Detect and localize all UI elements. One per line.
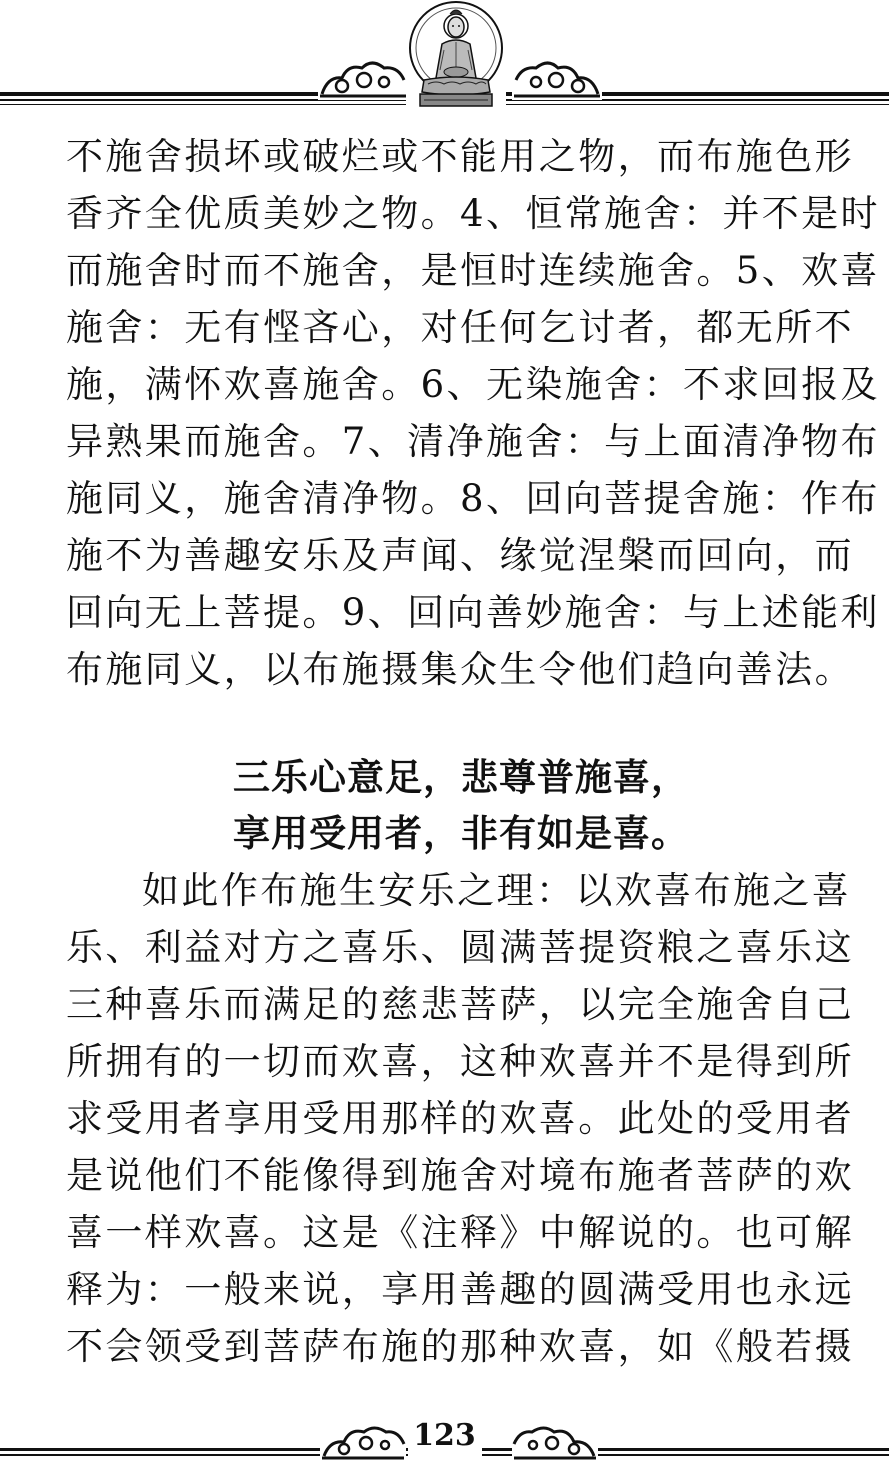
text-line: 布施同义，以布施摄集众生令他们趋向善法。: [66, 648, 854, 691]
text-line: 回向无上菩提。9、回向善妙施舍：与上述能利: [66, 591, 880, 634]
commentary-paragraph: [66, 862, 856, 1375]
text-line: 求受用者享用受用那样的欢喜。此处的受用者: [66, 1097, 854, 1140]
verse-line: 享用受用者，非有如是喜。: [233, 812, 689, 855]
text-line: 施不为善趣安乐及声闻、缘觉涅槃而回向，而: [66, 534, 854, 577]
cloud-scroll-right-icon: [512, 56, 602, 100]
text-line: 施，满怀欢喜施舍。6、无染施舍：不求回报及: [66, 363, 880, 406]
text-line: 喜一样欢喜。这是《注释》中解说的。也可解: [66, 1211, 854, 1254]
text-line: 是说他们不能像得到施舍对境布施者菩萨的欢: [66, 1154, 854, 1197]
text-line: 而施舍时而不施舍，是恒时连续施舍。5、欢喜: [66, 249, 880, 292]
text-line: 乐、利益对方之喜乐、圆满菩提资粮之喜乐这: [66, 926, 854, 969]
text-line: 释为：一般来说，享用善趣的圆满受用也永远: [66, 1268, 854, 1311]
page-body: [66, 128, 880, 1375]
cloud-scroll-left-icon: [318, 56, 408, 100]
text-line: 施舍：无有悭吝心，对任何乞讨者，都无所不: [66, 306, 854, 349]
text-line: 不会领受到菩萨布施的那种欢喜，如《般若摄: [66, 1325, 854, 1368]
text-line: 如此作布施生安乐之理：以欢喜布施之喜: [142, 869, 852, 912]
page-header: [0, 0, 889, 112]
paragraph-continuation: [66, 128, 880, 698]
text-line: 施同义，施舍清净物。8、回向菩提舍施：作布: [66, 477, 880, 520]
text-line: 不施舍损坏或破烂或不能用之物，而布施色形: [66, 135, 854, 178]
verse-line: 三乐心意足，悲尊普施喜，: [233, 756, 689, 799]
page-number: 123: [413, 1418, 476, 1453]
section-spacer: [66, 698, 856, 750]
text-line: 异熟果而施舍。7、清净施舍：与上面清净物布: [66, 420, 880, 463]
page-footer: [0, 1410, 889, 1467]
text-line: 香齐全优质美妙之物。4、恒常施舍：并不是时: [66, 192, 880, 235]
text-line: 三种喜乐而满足的慈悲菩萨，以完全施舍自己: [66, 983, 854, 1026]
buddha-figure-icon: [406, 0, 506, 110]
text-line: 所拥有的一切而欢喜，这种欢喜并不是得到所: [66, 1040, 854, 1083]
verse-block: [66, 750, 856, 862]
